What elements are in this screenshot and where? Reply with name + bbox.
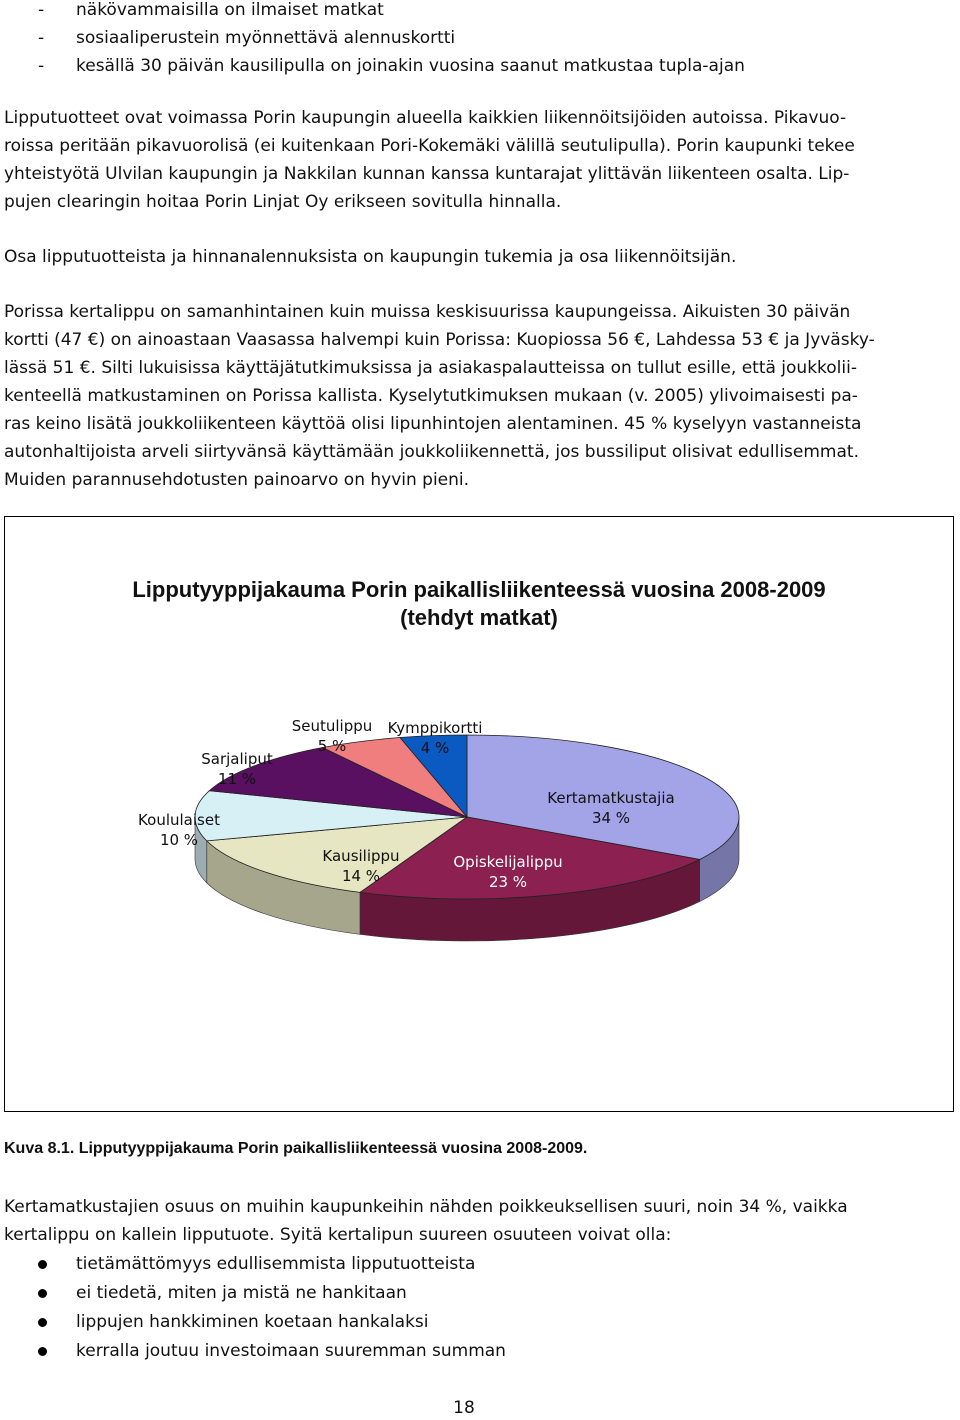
dash-list-text: sosiaaliperustein myönnettävä alennuskortti (76, 28, 456, 48)
text-line: Kertamatkustajien osuus on muihin kaupunkeihin nähden poikkeuksellisen suuri, noin 34 %, vaikka (4, 1197, 848, 1217)
paragraph-single-tickets (4, 1193, 934, 1249)
dash-marker: - (38, 0, 45, 20)
pie-slices (195, 735, 739, 899)
text-line: Porissa kertalippu on samanhintainen kuin muissa keskisuurissa kaupungeissa. Aikuisten 30 päivän (4, 302, 851, 322)
bullet-item (0, 1250, 960, 1279)
text-line: ras keino lisätä joukkoliikenteen käyttöä olisi lipunhintojen alentaminen. 45 % kyselyyn vastanneista (4, 414, 862, 434)
text-line: kenteellä matkustaminen on Porissa kallista. Kyselytutkimuksen mukaan (v. 2005) ylivoimaisesti pa- (4, 386, 858, 406)
text-line: autonhaltijoista arveli siirtyvänsä käyttämään joukkoliikennettä, jos bussiliput olisivat edullisemmat. (4, 442, 859, 462)
pie-label-value: 23 % (488, 873, 528, 891)
dash-list-text: kesällä 30 päivän kausilipulla on joinakin vuosina saanut matkustaa tupla-ajan (76, 56, 745, 76)
pie-label-value: 5 % (317, 737, 347, 755)
figure-caption: Kuva 8.1. Lipputyyppijakauma Porin paikallisliikenteessä vuosina 2008-2009. (4, 1140, 588, 1157)
bullet-text: tietämättömyys edullisemmista lipputuotteista (76, 1254, 476, 1274)
dash-list-item (0, 24, 960, 52)
chart-title: Lipputyyppijakauma Porin paikallisliikenteessä vuosina 2008-2009 (132, 577, 826, 602)
dash-list (0, 0, 960, 80)
text-line: kortti (47 €) on ainoastaan Vaasassa halvempi kuin Porissa: Kuopiossa 56 €, Lahdessa 53 € ja Jyväsky- (4, 330, 875, 350)
pie-label-name: Sarjaliput (201, 750, 273, 768)
chart-subtitle: (tehdyt matkat) (400, 605, 558, 630)
dash-marker: - (38, 28, 45, 48)
text-line: Lipputuotteet ovat voimassa Porin kaupungin alueella kaikkien liikennöitsijöiden autoissa. Pikavuo- (4, 108, 847, 128)
pie-label-name: Koululaiset (138, 811, 220, 829)
pie-label-name: Opiskelijalippu (453, 853, 563, 871)
pie-label-name: Kausilippu (322, 847, 400, 865)
pie-label-name: Kymppikortti (387, 719, 483, 737)
dash-list-text: näkövammaisilla on ilmaiset matkat (76, 0, 384, 20)
bullet-text: ei tiedetä, miten ja mistä ne hankitaan (76, 1283, 407, 1303)
paragraph-ticket-validity (4, 104, 934, 216)
pie-label-value: 14 % (341, 867, 381, 885)
chart-figure (4, 516, 954, 1112)
bullet-dot-icon (38, 1289, 47, 1298)
bullet-text: kerralla joutuu investoimaan suuremman summan (76, 1341, 506, 1361)
pie-label-value: 34 % (591, 809, 631, 827)
text-line: roissa peritään pikavuorolisä (ei kuitenkaan Pori-Kokemäki välillä seutulipulla). Porin kaupunki tekee (4, 136, 855, 156)
pie-label-name: Seutulippu (291, 717, 373, 735)
bullet-item (0, 1279, 960, 1308)
bullet-dot-icon (38, 1260, 47, 1269)
bullet-list (0, 1250, 960, 1366)
dash-list-item (0, 52, 960, 80)
page-number: 18 (453, 1398, 475, 1418)
dash-marker: - (38, 56, 45, 76)
text-line: kertalippu on kallein lipputuote. Syitä kertalipun suureen osuuteen voivat olla: (4, 1225, 672, 1245)
pie-chart (5, 517, 953, 1111)
bullet-item (0, 1308, 960, 1337)
pie-label-value: 4 % (420, 739, 450, 757)
pie-label-value: 10 % (159, 831, 199, 849)
pie-label-value: 11 % (217, 770, 257, 788)
paragraph-subsidies (4, 243, 934, 271)
text-line: yhteistyötä Ulvilan kaupungin ja Nakkilan kunnan kanssa kuntarajat ylittävän liikenteen osalta. Lip- (4, 164, 850, 184)
dash-list-item (0, 0, 960, 24)
text-line: lässä 51 €. Silti lukuisissa käyttäjätutkimuksissa ja asiakaspalautteissa on tullut esille, että joukkolii- (4, 358, 857, 378)
bullet-dot-icon (38, 1318, 47, 1327)
paragraph-prices (4, 298, 934, 494)
pie-label-name: Kertamatkustajia (547, 789, 675, 807)
text-line: Muiden parannusehdotusten painoarvo on hyvin pieni. (4, 470, 470, 490)
bullet-item (0, 1337, 960, 1366)
bullet-dot-icon (38, 1347, 47, 1356)
text-line: Osa lipputuotteista ja hinnanalennuksista on kaupungin tukemia ja osa liikennöitsijän. (4, 247, 737, 267)
text-line: pujen clearingin hoitaa Porin Linjat Oy erikseen sovitulla hinnalla. (4, 192, 562, 212)
bullet-text: lippujen hankkiminen koetaan hankalaksi (76, 1312, 429, 1332)
